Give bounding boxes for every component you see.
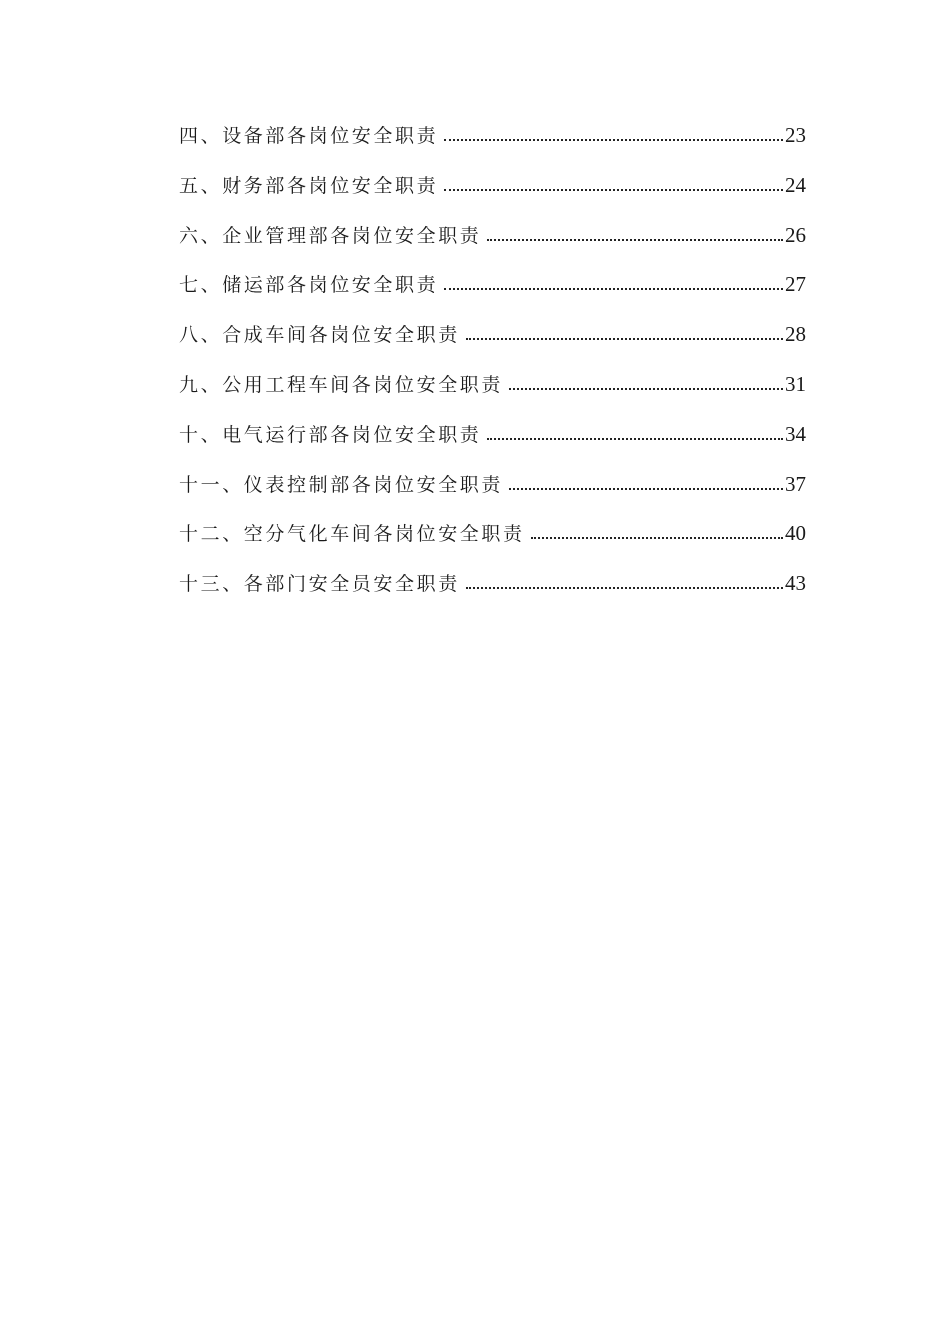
toc-entry-page-number: 26 bbox=[785, 222, 806, 247]
toc-entry-title: 十一、仪表控制部各岗位安全职责 bbox=[179, 473, 504, 496]
toc-entry-5[interactable] bbox=[179, 170, 806, 220]
toc-entry-13[interactable] bbox=[179, 568, 806, 618]
toc-entry-page-number: 28 bbox=[785, 322, 806, 347]
dot-leader bbox=[466, 338, 783, 340]
toc-entry-6[interactable] bbox=[179, 220, 806, 270]
dot-leader bbox=[466, 587, 783, 589]
toc-entry-10[interactable] bbox=[179, 419, 806, 469]
toc-entry-4[interactable] bbox=[179, 120, 806, 170]
toc-entry-9[interactable] bbox=[179, 369, 806, 419]
toc-entry-title: 六、企业管理部各岗位安全职责 bbox=[179, 224, 482, 247]
toc-entry-title: 五、财务部各岗位安全职责 bbox=[179, 174, 439, 197]
dot-leader bbox=[509, 488, 783, 490]
toc-entry-page-number: 23 bbox=[785, 123, 806, 147]
dot-leader bbox=[444, 139, 783, 141]
toc-entry-title: 十三、各部门安全员安全职责 bbox=[179, 573, 460, 596]
dot-leader bbox=[509, 388, 783, 390]
toc-entry-7[interactable] bbox=[179, 269, 806, 319]
toc-entry-page-number: 31 bbox=[785, 371, 806, 396]
dot-leader bbox=[487, 239, 783, 241]
toc-entry-11[interactable] bbox=[179, 469, 806, 519]
dot-leader bbox=[531, 537, 783, 539]
toc-entry-page-number: 43 bbox=[785, 571, 806, 596]
dot-leader bbox=[444, 288, 783, 290]
toc-entry-page-number: 34 bbox=[785, 421, 806, 446]
toc-entry-8[interactable] bbox=[179, 319, 806, 369]
toc-entry-title: 七、储运部各岗位安全职责 bbox=[179, 274, 439, 297]
toc-entry-title: 十二、空分气化车间各岗位安全职责 bbox=[179, 523, 525, 546]
toc-entry-page-number: 37 bbox=[785, 471, 806, 496]
table-of-contents bbox=[179, 120, 806, 618]
toc-entry-title: 九、公用工程车间各岗位安全职责 bbox=[179, 373, 504, 396]
toc-entry-12[interactable] bbox=[179, 518, 806, 568]
toc-entry-title: 八、合成车间各岗位安全职责 bbox=[179, 324, 460, 347]
toc-entry-page-number: 40 bbox=[785, 521, 806, 546]
dot-leader bbox=[444, 189, 783, 191]
toc-entry-title: 十、电气运行部各岗位安全职责 bbox=[179, 423, 482, 446]
dot-leader bbox=[487, 438, 783, 440]
toc-entry-page-number: 27 bbox=[785, 272, 806, 297]
toc-entry-title: 四、设备部各岗位安全职责 bbox=[179, 125, 439, 147]
toc-entry-page-number: 24 bbox=[785, 172, 806, 197]
